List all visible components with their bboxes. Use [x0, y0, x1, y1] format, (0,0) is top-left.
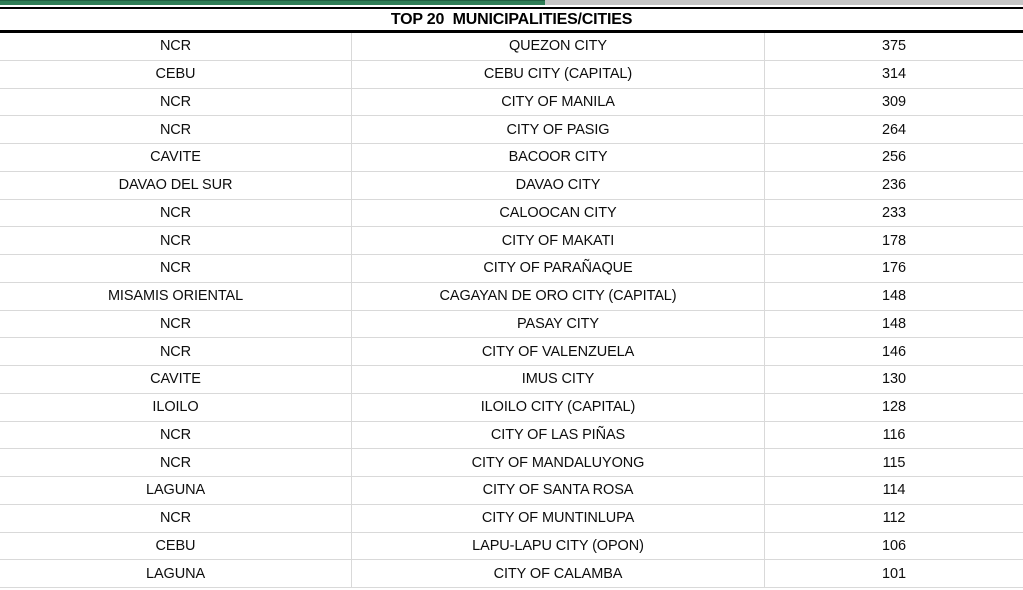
- count-cell: 146: [882, 343, 906, 360]
- count-cell: 236: [882, 177, 906, 194]
- city-cell: CITY OF LAS PIÑAS: [352, 422, 765, 449]
- chart-edge-green-bar: [0, 0, 545, 5]
- province-cell: NCR: [0, 227, 352, 254]
- city-cell: CITY OF MUNTINLUPA: [352, 505, 765, 532]
- city-cell: CAGAYAN DE ORO CITY (CAPITAL): [352, 283, 765, 310]
- count-cell: 128: [882, 399, 906, 416]
- city-cell: CITY OF MANILA: [352, 89, 765, 116]
- province-cell: NCR: [0, 33, 352, 60]
- table-row: [0, 255, 1023, 283]
- province-cell: LAGUNA: [0, 477, 352, 504]
- top20-table: [0, 33, 1023, 588]
- city-cell: BACOOR CITY: [352, 144, 765, 171]
- table-row: [0, 116, 1023, 144]
- province-cell: NCR: [0, 449, 352, 476]
- city-cell: CITY OF SANTA ROSA: [352, 477, 765, 504]
- province-cell: NCR: [0, 338, 352, 365]
- table-row: [0, 200, 1023, 228]
- province-cell: DAVAO DEL SUR: [0, 172, 352, 199]
- table-row: [0, 533, 1023, 561]
- table-row: [0, 172, 1023, 200]
- table-row: [0, 505, 1023, 533]
- count-cell: 106: [882, 537, 906, 554]
- count-cell: 101: [882, 565, 906, 582]
- table-row: [0, 394, 1023, 422]
- chart-edge-gray-bar: [545, 0, 1023, 5]
- count-cell: 148: [882, 315, 906, 332]
- table-row: [0, 366, 1023, 394]
- count-cell: 314: [882, 66, 906, 83]
- province-cell: NCR: [0, 505, 352, 532]
- province-cell: NCR: [0, 89, 352, 116]
- table-row: [0, 89, 1023, 117]
- province-cell: CEBU: [0, 61, 352, 88]
- table-row: [0, 422, 1023, 450]
- city-cell: LAPU-LAPU CITY (OPON): [352, 533, 765, 560]
- count-cell: 112: [882, 510, 906, 527]
- city-cell: CITY OF PARAÑAQUE: [352, 255, 765, 282]
- count-cell: 148: [882, 288, 906, 305]
- count-cell: 176: [882, 260, 906, 277]
- province-cell: NCR: [0, 200, 352, 227]
- province-cell: NCR: [0, 422, 352, 449]
- province-cell: MISAMIS ORIENTAL: [0, 283, 352, 310]
- table-row: [0, 33, 1023, 61]
- city-cell: CITY OF CALAMBA: [352, 560, 765, 587]
- count-cell: 130: [882, 371, 906, 388]
- count-cell: 115: [882, 454, 906, 471]
- province-cell: NCR: [0, 116, 352, 143]
- count-cell: 256: [882, 149, 906, 166]
- table-row: [0, 311, 1023, 339]
- city-cell: IMUS CITY: [352, 366, 765, 393]
- table-row: [0, 283, 1023, 311]
- province-cell: LAGUNA: [0, 560, 352, 587]
- province-cell: CAVITE: [0, 144, 352, 171]
- table-row: [0, 338, 1023, 366]
- province-cell: ILOILO: [0, 394, 352, 421]
- count-cell: 264: [882, 121, 906, 138]
- count-cell: 114: [882, 482, 906, 499]
- table-row: [0, 477, 1023, 505]
- city-cell: DAVAO CITY: [352, 172, 765, 199]
- table-row: [0, 449, 1023, 477]
- province-cell: CAVITE: [0, 366, 352, 393]
- city-cell: CEBU CITY (CAPITAL): [352, 61, 765, 88]
- count-cell: 116: [882, 426, 906, 443]
- city-cell: CITY OF PASIG: [352, 116, 765, 143]
- count-cell: 233: [882, 204, 906, 221]
- province-cell: NCR: [0, 311, 352, 338]
- count-cell: 178: [882, 232, 906, 249]
- city-cell: CALOOCAN CITY: [352, 200, 765, 227]
- city-cell: CITY OF MAKATI: [352, 227, 765, 254]
- table-row: [0, 61, 1023, 89]
- count-cell: 375: [882, 38, 906, 55]
- table-row: [0, 560, 1023, 588]
- province-cell: NCR: [0, 255, 352, 282]
- city-cell: QUEZON CITY: [352, 33, 765, 60]
- table-title: TOP 20 MUNICIPALITIES/CITIES: [390, 11, 633, 28]
- table-row: [0, 144, 1023, 172]
- province-cell: CEBU: [0, 533, 352, 560]
- city-cell: ILOILO CITY (CAPITAL): [352, 394, 765, 421]
- city-cell: CITY OF VALENZUELA: [352, 338, 765, 365]
- count-cell: 309: [882, 93, 906, 110]
- table-row: [0, 227, 1023, 255]
- city-cell: PASAY CITY: [352, 311, 765, 338]
- city-cell: CITY OF MANDALUYONG: [352, 449, 765, 476]
